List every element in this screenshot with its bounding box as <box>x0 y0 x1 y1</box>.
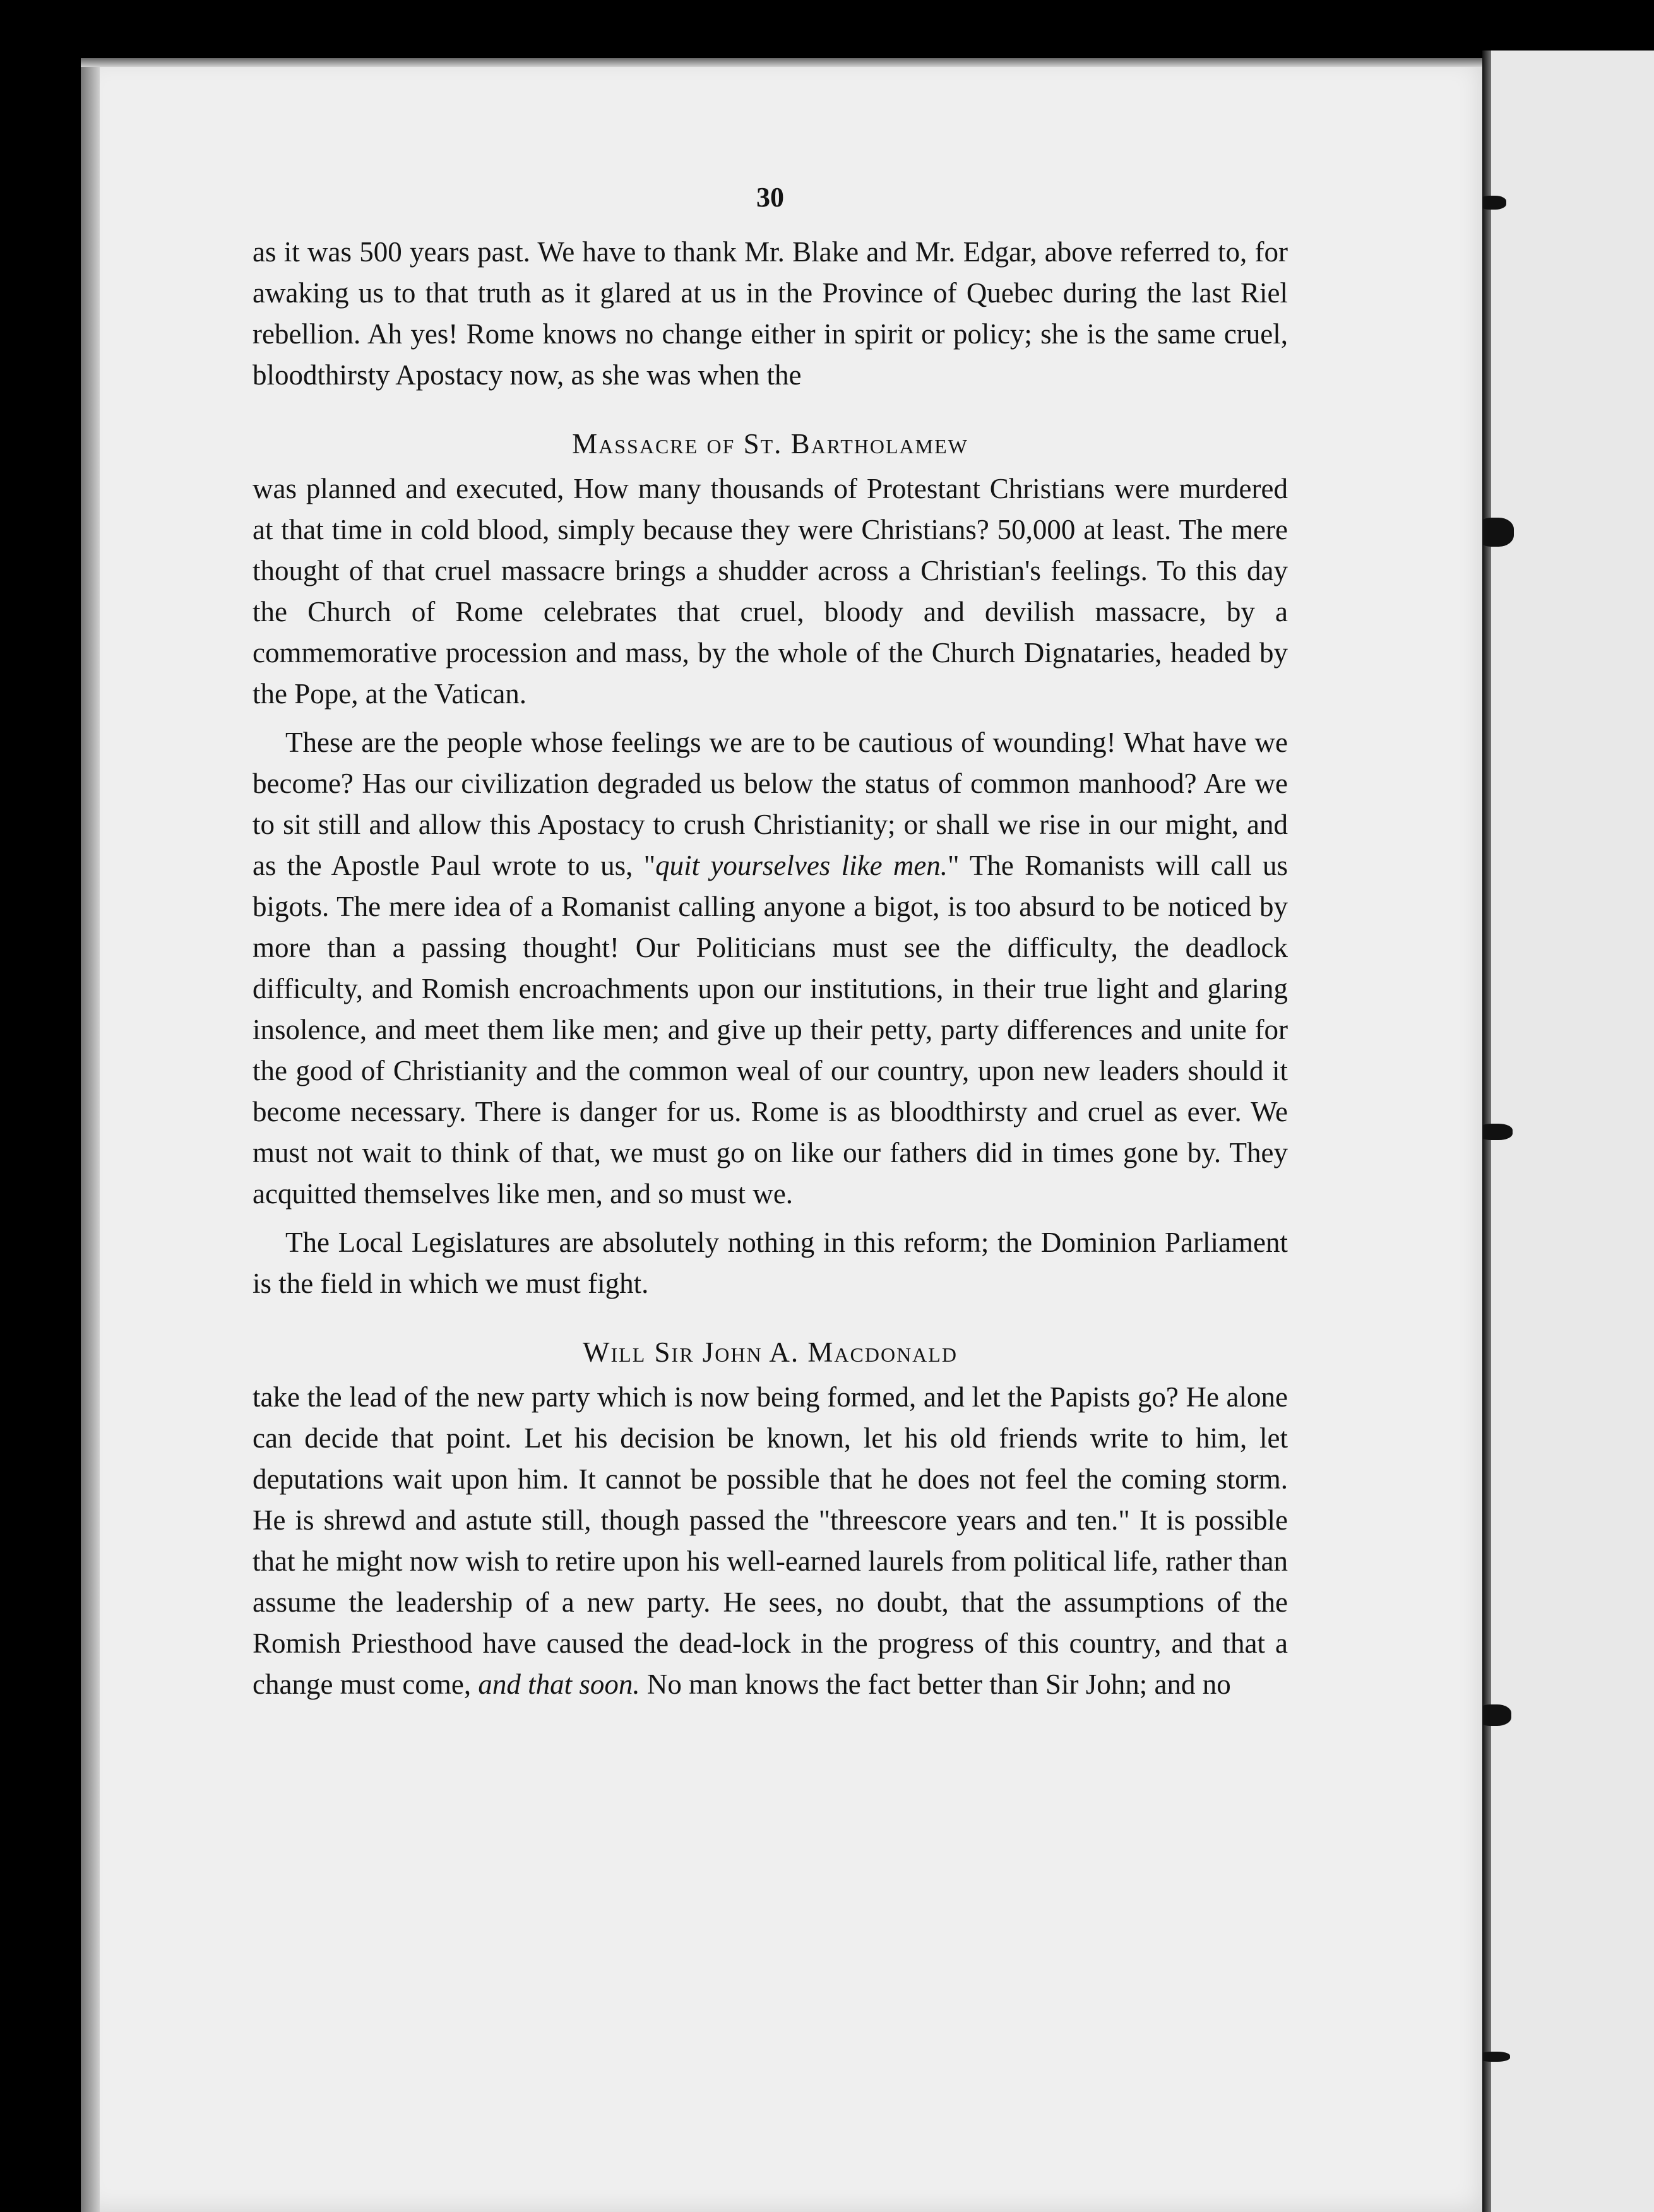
text-run: " The Romanists will call us bigots. The mere idea of a Romanist calling anyone a bigot, is too absurd to be noticed by more than a passing thought! Our Politicians must see the difficulty, the deadlock difficulty, and Romish encroachments upon our institutions, in their true light and glaring insolence, and meet them like men; and give up their petty, party differences and unite for the good of Christianity and the common weal of our country, upon new leaders should it become necessary. There is danger for us. Rome is as bloodthirsty and cruel as ever. We must not wait to think of that, we must go on like our fathers did in times gone by. They acquitted themselves like men, and so must we. <box>253 850 1288 1210</box>
text-run: as it was 500 years past. We have to thank Mr. Blake and Mr. Edgar, above referred to, for awaking us to that truth as it glared at us in the Province of Quebec during the last Riel rebellion. Ah yes! Rome knows no change either in spirit or policy; she is the same cruel, bloodthirsty Apostacy now, as she was when the <box>253 236 1288 391</box>
page-number: 30 <box>756 182 784 213</box>
paragraph <box>253 722 1288 1215</box>
text-run: was planned and executed, How many thousands of Protestant Christians were murdered at that time in cold blood, simply because they were Christians? 50,000 at least. The mere thought of that cruel massacre brings a shudder across a Christian's feelings. To this day the Church of Rome celebrates that cruel, bloody and devilish massacre, by a commemorative procession and mass, by the whole of the Church Dignataries, headed by the Pope, at the Vatican. <box>253 473 1288 710</box>
text-blocks <box>253 232 1288 1705</box>
text-run: The Local Legislatures are absolutely nothing in this reform; the Dominion Parliament is the field in which we must fight. <box>253 1227 1288 1299</box>
paragraph <box>253 1377 1288 1705</box>
section-heading: Will Sir John A. Macdonald <box>583 1336 958 1368</box>
facing-page-edge <box>1482 51 1654 2212</box>
italic-text: and that soon. <box>478 1668 640 1700</box>
binding-mark <box>1478 2052 1510 2062</box>
paragraph <box>253 1222 1288 1304</box>
paragraph <box>253 468 1288 715</box>
text-run: No man knows the fact better than Sir John; and no <box>640 1668 1231 1700</box>
binding-mark <box>1478 196 1506 210</box>
text-run: These are the people whose feelings we are to be cautious of wounding! What have we become? Has our civilization degraded us below the status of common manhood? Are we to sit still and allow this Apostacy to crush Christianity; or shall we rise in our might, and as the Apostle Paul wrote to us, " <box>253 727 1288 881</box>
section-heading: Massacre of St. Bartholamew <box>572 428 968 460</box>
page-text <box>253 177 1288 1705</box>
paragraph <box>253 232 1288 396</box>
binding-mark <box>1477 1124 1513 1140</box>
italic-text: quit yourselves like men. <box>655 850 948 881</box>
text-run: take the lead of the new party which is now being formed, and let the Papists go? He alone can decide that point. Let his decision be known, let his old friends write to him, let deputations wait upon him. It cannot be possible that he does not feel the coming storm. He is shrewd and astute still, though passed the "threescore years and ten." It is possible that he might now wish to retire upon his well-earned laurels from political life, rather than assume the leadership of a new party. He sees, no doubt, that the assumptions of the Romish Priesthood have caused the dead-lock in the progress of this country, and that a change must come, <box>253 1381 1288 1700</box>
